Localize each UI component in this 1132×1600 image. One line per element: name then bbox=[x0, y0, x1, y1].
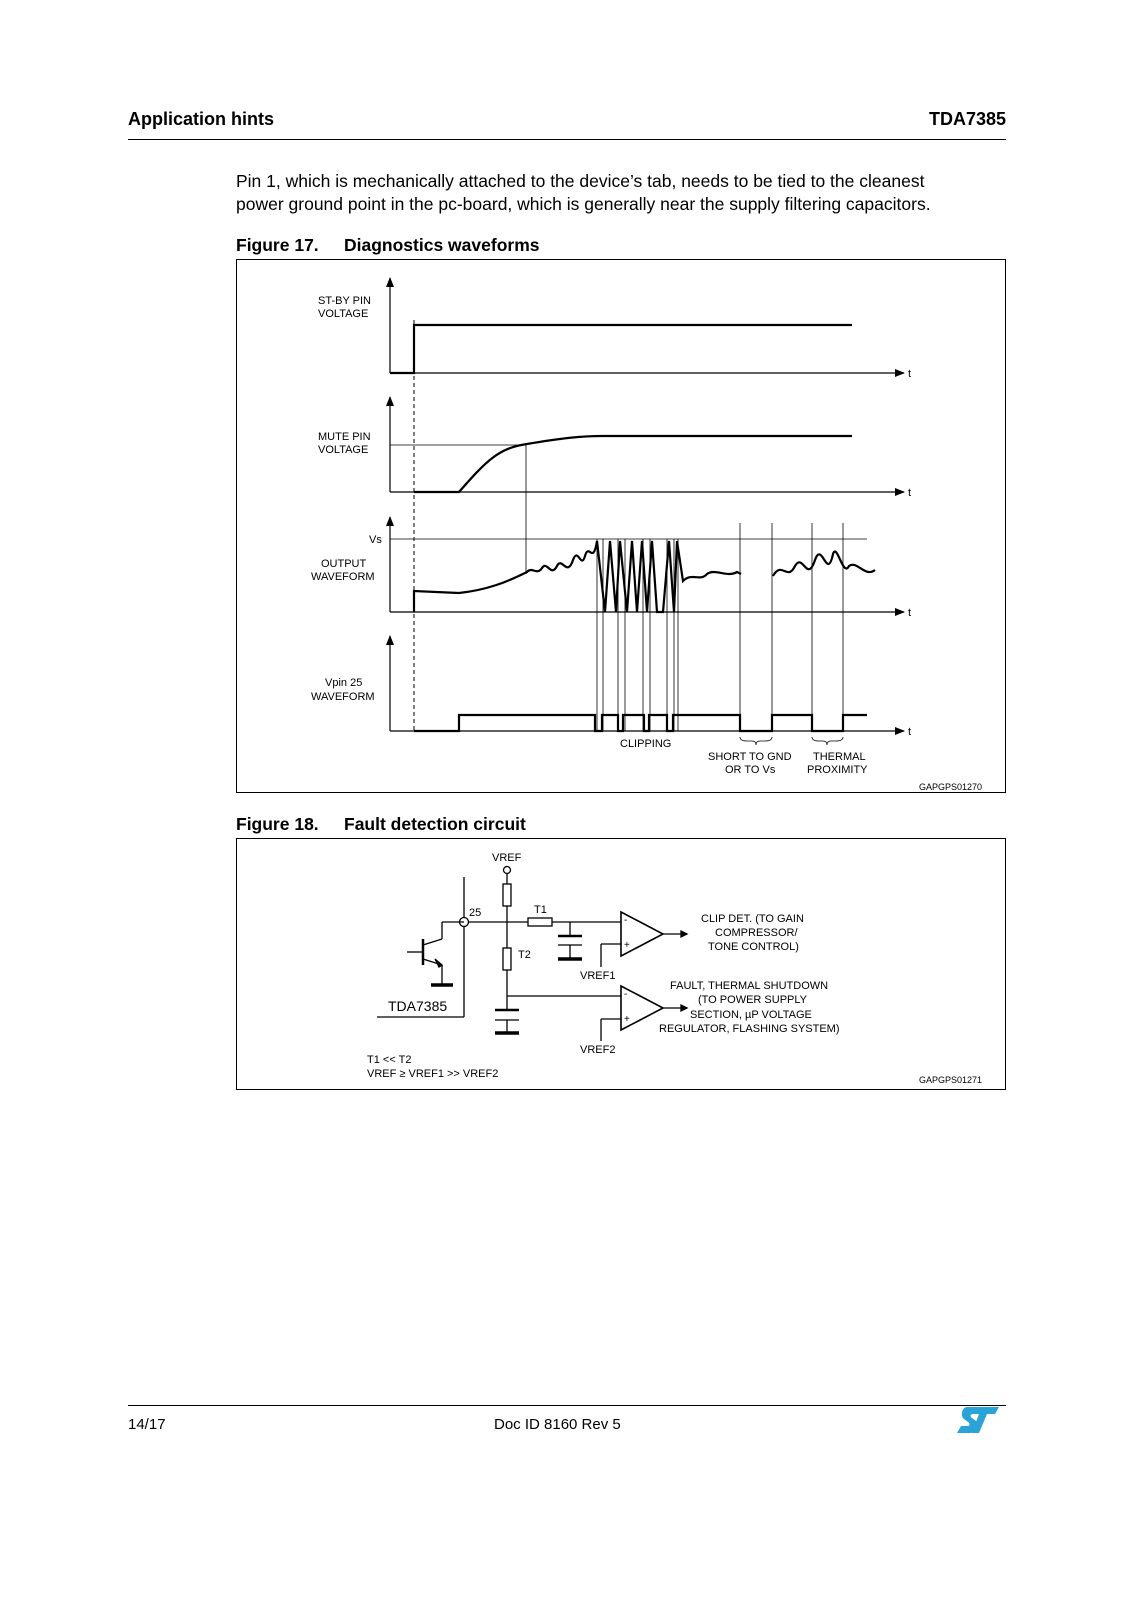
comparator2-minus: - bbox=[624, 989, 628, 1000]
t-label: t bbox=[908, 726, 912, 738]
clip-label-2: COMPRESSOR/ bbox=[715, 927, 798, 939]
output-waveform-tail bbox=[773, 552, 875, 576]
t2-resistor bbox=[503, 948, 511, 970]
figure17-number: Figure 17. bbox=[236, 235, 319, 255]
mute-waveform bbox=[414, 436, 852, 492]
mute-label-1: MUTE PIN bbox=[318, 431, 371, 443]
header-device-name: TDA7385 bbox=[928, 109, 1006, 129]
fault-label-2: (TO POWER SUPPLY bbox=[698, 994, 808, 1006]
output-label-1: OUTPUT bbox=[321, 558, 367, 570]
mute-label-2: VOLTAGE bbox=[318, 444, 369, 456]
figure17-title: Diagnostics waveforms bbox=[344, 235, 540, 255]
vref1-label: VREF1 bbox=[580, 970, 616, 982]
figure17-diagnostics-waveforms bbox=[236, 259, 1006, 793]
clipping-label: CLIPPING bbox=[620, 738, 672, 750]
vref-terminal bbox=[504, 867, 511, 874]
output-waveform bbox=[414, 541, 741, 612]
fault-label-3: SECTION, µP VOLTAGE bbox=[690, 1009, 812, 1021]
t-label: t bbox=[908, 368, 912, 380]
figure18-code: GAPGPS01271 bbox=[919, 1075, 983, 1085]
circuit-diagram bbox=[237, 839, 1007, 1091]
chip-label: TDA7385 bbox=[388, 998, 448, 1014]
paragraph-line: power ground point in the pc-board, which is generally near the supply filtering capacitors. bbox=[236, 194, 931, 214]
clip-label-1: CLIP DET. (TO GAIN bbox=[701, 913, 804, 925]
t2-label: T2 bbox=[518, 949, 531, 961]
vref-label: VREF bbox=[492, 852, 522, 864]
figure18-number: Figure 18. bbox=[236, 814, 319, 834]
t-label: t bbox=[908, 607, 912, 619]
thermal-label-1: THERMAL bbox=[813, 751, 866, 763]
thermal-label-2: PROXIMITY bbox=[807, 764, 868, 776]
vpin-label-1: Vpin 25 bbox=[325, 677, 363, 689]
figure17-code: GAPGPS01270 bbox=[919, 782, 983, 792]
short-label-2: OR TO Vs bbox=[725, 764, 776, 776]
output-label-2: WAVEFORM bbox=[311, 571, 375, 583]
fault-label-4: REGULATOR, FLASHING SYSTEM) bbox=[659, 1023, 840, 1035]
comparator1-minus: - bbox=[624, 915, 628, 926]
header-rule bbox=[128, 139, 1006, 140]
intro-paragraph bbox=[236, 170, 1006, 216]
note-2: VREF ≥ VREF1 >> VREF2 bbox=[367, 1068, 499, 1080]
vpin-label-2: WAVEFORM bbox=[311, 691, 375, 703]
vref2-label: VREF2 bbox=[580, 1044, 616, 1056]
t1-label: T1 bbox=[534, 904, 547, 916]
t-label: t bbox=[908, 487, 912, 499]
figure18-title: Fault detection circuit bbox=[344, 814, 526, 834]
comparator1-plus: + bbox=[624, 940, 630, 951]
vpin-waveform bbox=[414, 715, 867, 731]
vs-label: Vs bbox=[369, 534, 382, 546]
pin25-label: 25 bbox=[469, 907, 482, 919]
clip-label-3: TONE CONTROL) bbox=[708, 941, 799, 953]
note-1: T1 << T2 bbox=[367, 1054, 412, 1066]
comparator2-plus: + bbox=[624, 1014, 630, 1025]
figure17-caption bbox=[236, 235, 539, 256]
stby-label-1: ST-BY PIN bbox=[318, 295, 371, 307]
stby-label-2: VOLTAGE bbox=[318, 308, 369, 320]
fault-label-1: FAULT, THERMAL SHUTDOWN bbox=[670, 980, 829, 992]
t1-resistor bbox=[528, 918, 552, 926]
paragraph-line: Pin 1, which is mechanically attached to the device’s tab, needs to be tied to the cleanest bbox=[236, 171, 925, 191]
waveform-diagram bbox=[237, 260, 1007, 794]
footer-page-number: 14/17 bbox=[128, 1416, 166, 1433]
footer-doc-id: Doc ID 8160 Rev 5 bbox=[494, 1416, 621, 1433]
short-label-1: SHORT TO GND bbox=[708, 751, 792, 763]
short-brace bbox=[740, 737, 772, 745]
st-logo bbox=[955, 1405, 1001, 1435]
thermal-brace bbox=[812, 737, 843, 745]
figure18-fault-detection-circuit bbox=[236, 838, 1006, 1090]
figure18-caption bbox=[236, 814, 526, 835]
vref-resistor bbox=[503, 884, 511, 906]
stby-waveform bbox=[390, 325, 852, 373]
header-section-title: Application hints bbox=[128, 109, 274, 129]
footer-rule bbox=[128, 1405, 1006, 1406]
